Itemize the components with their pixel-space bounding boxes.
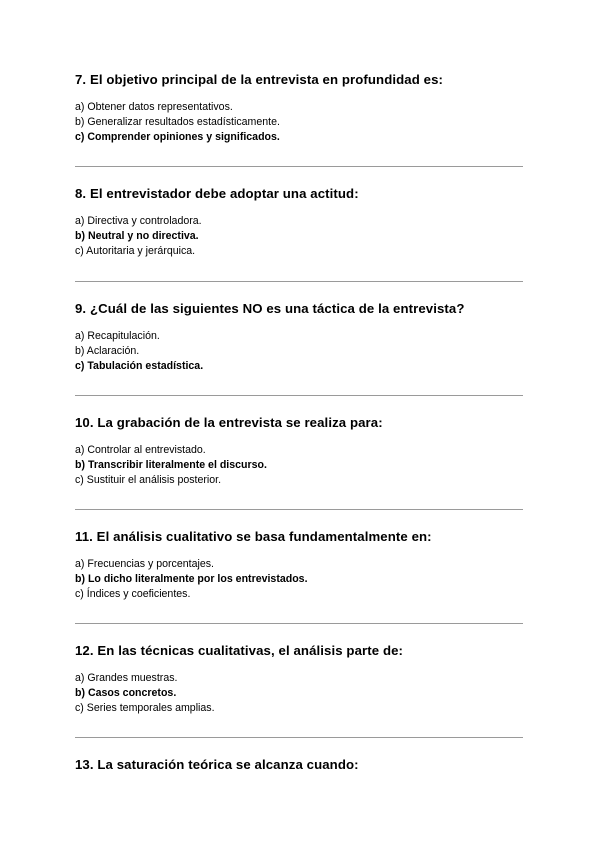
option-a: a) Controlar al entrevistado.	[75, 444, 206, 456]
option-list	[75, 557, 525, 602]
question-9	[75, 301, 525, 374]
option-a: a) Frecuencias y porcentajes.	[75, 558, 214, 570]
question-10	[75, 415, 525, 488]
question-title: 9. ¿Cuál de las siguientes NO es una táctica de la entrevista?	[75, 301, 465, 316]
option-b: b) Aclaración.	[75, 345, 140, 357]
option-b-correct: b) Transcribir literalmente el discurso.	[75, 459, 267, 471]
option-c: c) Autoritaria y jerárquica.	[75, 245, 196, 257]
divider	[75, 623, 523, 624]
option-b-correct: b) Casos concretos.	[75, 687, 177, 699]
option-b-correct: b) Lo dicho literalmente por los entrevistados.	[75, 573, 308, 585]
option-c: c) Sustituir el análisis posterior.	[75, 474, 222, 486]
question-title: 8. El entrevistador debe adoptar una actitud:	[75, 186, 359, 201]
option-c: c) Series temporales amplias.	[75, 702, 215, 714]
question-title: 12. En las técnicas cualitativas, el análisis parte de:	[75, 643, 404, 658]
question-13	[75, 757, 525, 773]
option-list	[75, 671, 525, 716]
option-list	[75, 329, 525, 374]
option-a: a) Grandes muestras.	[75, 672, 178, 684]
divider	[75, 509, 523, 510]
option-a: a) Directiva y controladora.	[75, 215, 202, 227]
option-a: a) Obtener datos representativos.	[75, 101, 233, 113]
option-list	[75, 100, 525, 145]
question-title: 11. El análisis cualitativo se basa fundamentalmente en:	[75, 529, 432, 544]
option-c-correct: c) Comprender opiniones y significados.	[75, 131, 280, 143]
question-title: 7. El objetivo principal de la entrevista en profundidad es:	[75, 72, 443, 87]
divider	[75, 737, 523, 738]
option-c: c) Índices y coeficientes.	[75, 588, 191, 600]
option-list	[75, 214, 525, 259]
question-12	[75, 643, 525, 716]
option-a: a) Recapitulación.	[75, 330, 160, 342]
option-b: b) Generalizar resultados estadísticamente.	[75, 116, 280, 128]
option-list	[75, 443, 525, 488]
question-title: 10. La grabación de la entrevista se realiza para:	[75, 415, 383, 430]
question-11	[75, 529, 525, 602]
option-c-correct: c) Tabulación estadística.	[75, 360, 204, 372]
question-title: 13. La saturación teórica se alcanza cuando:	[75, 757, 359, 772]
divider	[75, 166, 523, 167]
divider	[75, 281, 523, 282]
option-b-correct: b) Neutral y no directiva.	[75, 230, 199, 242]
divider	[75, 395, 523, 396]
question-7	[75, 72, 525, 145]
question-8	[75, 186, 525, 259]
